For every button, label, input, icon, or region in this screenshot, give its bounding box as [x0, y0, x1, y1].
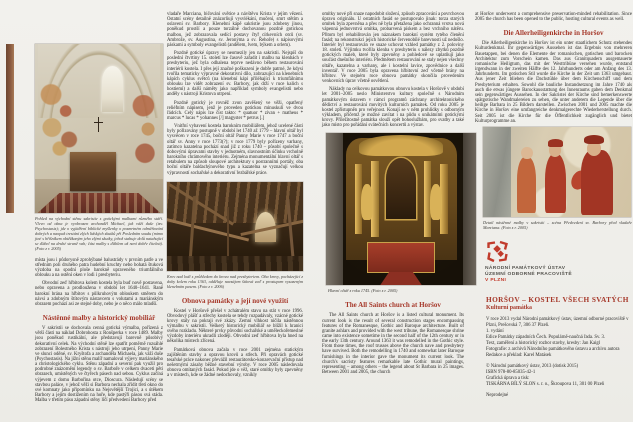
colophon-subtitle: Kulturní památka — [486, 305, 532, 312]
roof-truss-photo — [167, 182, 303, 271]
npu-logo-icon — [485, 240, 510, 263]
paragraph: Pozdně gotické úpravy se neomezily jen na sakristii. Nejspíš do poslední čtvrtiny 15. století lze časově zařadit i malbu na klenbách v presbyteriu, jež byla odhalena teprve nedávno během restaurování interiérů kostela. I přes její značné poškození je dobře patrné, že kdysi tvořila tematicky výpravné dekorativní dílo, zobrazující na klenebních kápích cyklus světců (na klenební kápi přiléhající k triumfálnímu oblouku lze vidět zobrazení sv. Barbory, jak drží v ruce kalich s hostiemi) a další náměty jako například symboly evangelistů nebo anděly s nástroji Kristova utrpení. — [167, 51, 303, 98]
colophon-line: Redakce a překlad: Karel Matásek — [486, 352, 552, 358]
section-heading-restoration: Obnova památky a její nové využití — [181, 296, 289, 305]
npu-logo-line3: V PLZNI — [485, 277, 507, 283]
colophon-line: Text, zaměření a historický rozbor stavby, kresby: Jan Kaigl — [486, 341, 601, 347]
colophon-line: Grafická úprava a tisk: — [486, 375, 530, 381]
altar-antependium — [368, 243, 434, 272]
crucifix-icon — [98, 117, 100, 132]
paragraph: Pozdně gotický je rovněž zvon zavěšený ve věži, opatřený reliéfním nápisem, jenž je proveden gotickou minuskulí ve dvou řádcích. Celý nápis lze číst takto: * quatuor * zivan + matheus * marcus * lucas * yohannes [/] magyster * petrus [.] — [167, 100, 303, 121]
colophon-line: V roce 2013 vydal Národní památkový ústav, územní odborné pracoviště v Plzni, Prešovská 7, 306 37 Plzeň. — [486, 317, 629, 329]
paragraph: omítky nové při snaze napodobit složení, způsob zpracování a povrchovou úpravu originálu. U ostatních fasád se postupovalo jinak: torza starých omítek byla zpevněna a přes ně byla přetažena jako ochranná vrstva nová vápenná jednovrstvá omítka, probarvená pískem a bez vrchního nátěru. Přitom byl rehabilitován jen náznakem barokní systém rytého členění fasád; na rekonstrukci jejich historické červenobílé barevnosti už nedošlo. Interiér byl restaurován ve snaze uchovat vzhled památky z 2. poloviny 18. století. Výjimku tvořila klenba v presbyteriu s nálezy zbytků pozdně gotických maleb, které byly zpevněny a pohledově se uplatňují jako součást dnešního interiéru. Předmětem restaurování se staly nejen všechny oltáře, kazatelna a varhany, ale i kostelní lavice, zpovědnice a další inventář. V roce 2005 byla opravena hřbitovní zeď včetně brány na hřbitov. Ve stejném roce obnova památky skončila provedením venkovních úprav včetně osvětlení. — [322, 12, 464, 85]
post — [227, 207, 230, 260]
paragraph: Kostel v Horšově přešel v zchátralém stavu na stát v roce 1996. Obvodový plášť a střechy kostela se tehdy rozpadávaly, vzácné gotické krovy stály na pokraji své zkázy. Zemní vlhkost ničila nástěnnou výmalbu v sakristii. Veškerý historický mobiliář se blížil k hranici svého rozkladu. Některé prvky původní sochařské a uměleckořemeslné výzdoby interiéru ukradli zloději. Obvodní zeď hřbitova byla hned na několika místech zřícená. — [167, 308, 303, 345]
paragraph: Památková obnova začala v roce 2001 zejména statickým zajištěním stavby a opravou krovů a střech. Při opravách gotické tesařské práce nakonec převážil restaurátorsko-konzervační přístup nad nešetrnými zásahy běžné stavební výroby. V roce 2005 následovala obnova omítaných fasád. Pokud jde o věž, staré omítky byly zpevněny a v místech, kde se žádné nedochovaly, vznikly — [167, 347, 303, 379]
colophon-title: HORŠOV – KOSTEL VŠECH SVATÝCH — [486, 294, 629, 304]
stone-pillar — [483, 127, 511, 217]
column-3 — [322, 0, 464, 375]
wooden-chest — [70, 152, 116, 191]
photo-caption: Krov nad lodí s průhledem do krovu nad presbyteriem. Oba krovy, pocházející z doby kolem roku 1363, odděluje navzájem štítová zeď s prostupem vysazeným klenebním pasem. (Foto z r. 2006) — [167, 273, 303, 289]
npu-logo-block — [485, 240, 632, 284]
colophon-line: 1. vydání — [486, 329, 504, 335]
paragraph: Vnitřní vybavení kostela barokním mobiliářem, jehož ucelené části byly pořizovány postupně v období let 1740 až 1779 – hlavní oltář byl vysvěcen v roce 1745, boční oltář Panny Marie v roce 1747 a boční oltář sv. Anny v roce 1773(?); v roce 1779 byly pořízeny varhany, zatímco kazatelna pochází snad již z roku 1740 – působí společně s dobovými úpravami stavby v jednotném, slavnostním účinku vrcholně barokního chrámového interiéru. Zejména monumentální hlavní oltář s retabulem na způsob sloupové architektury s postranními portály, oba boční oltáře baldachýnového typu a kazatelna se vyznačují velkou výpravností sochařské a dekorativní řezbářské práce. — [167, 124, 303, 176]
fresco-figure-head — [521, 147, 533, 160]
column-4 — [475, 0, 632, 399]
fresco-detail-photo — [483, 127, 631, 217]
npu-logo-text — [485, 266, 632, 284]
sacristy-east-wall-photo — [35, 44, 163, 213]
photo-caption: Hlavní oltář z roku 1745. (Foto z r. 2005) — [328, 288, 398, 294]
attic-floor — [167, 256, 303, 270]
paragraph: V sakristii se dochovala cenná gotická výmalba, pořízená z větší části na náklad Dobrohosta z Ronšperka v roce 1489. Malby jsou poněkud rustikální, ale představují barevně působivý dekorativní celek. Na východní stěně lze spatřit poměrně rozsáhlé zobrazení Bolestného Krista s nástroji jeho utrpení, Panny Marie ve slunci oděné, sv. Kryštofa a archanděla Michaela, jak váží duše (Psychostasis). Na jižní stěnu malíř namaloval výjevy mariánského a christologického cyklu. Stěnu západní a severní pak využil pro podrobné znázornění legendy o sv. Barboře v celkem dvaceti pěti obrazech, umístěných ve čtyřech pásech nad sebou. Cyklus začíná výjevem z domu Barbořina otce, Dioscura. Následují scény se stavbou paláce, v jehož věži si Barbora nechala zřídit třetí okno do své komnaty jako připomínku na Nejsvětější Trojici, a s útěkem Barbory a jejím dostižením na hoře, kde pastýři pásou svá stáda. Malba v třetím pásu západní stěny líčí předvedení Barbory před — [35, 326, 163, 404]
column-1 — [35, 0, 163, 403]
main-altar-photo — [326, 133, 476, 285]
npu-logo-line1: NÁRODNÍ PAMÁTKOVÝ ÚSTAV — [485, 265, 566, 271]
paragraph: vladaře Marciana, bičování světice a návštěvu Krista v jejím vězení. Ostatní scény detailně znázorňují vysvlékání, mučení, smrt stětím a oslavení sv. Barbory. Klenební kápě sakristie jsou zdobeny jinou, poněkud prostší a pouze torzálně dochovanou pozdně gotickou malbou, jež zobrazovala sedící postavy čtyř církevních otců (sv. Ambrože, sv. Augustina, sv. Jeronýma a sv. Řehoře) s nápisovými páskami a symboly evangelistů (andělem, lvem, býkem a orlem). — [167, 12, 303, 48]
rafters — [167, 182, 303, 223]
section-heading-murals: Nástěnné malby a historický mobiliář — [42, 314, 156, 323]
section-heading-german: Die Allerheiligenkirche in Horšov — [503, 29, 604, 38]
section-heading-english: The All Saints church at Horšov — [345, 301, 441, 310]
npu-logo-line2: ÚZEMNÍ ODBORNÉ PRACOVIŠTĚ — [485, 271, 573, 277]
fresco-figure-hat — [584, 135, 605, 144]
fresco-figure — [517, 157, 536, 213]
column-2 — [167, 0, 303, 379]
crucifix-crossbar — [94, 122, 103, 124]
photo-caption: Pohled na východní stěnu sakristie s gotickými malbami různého stáří. Vlevo od okna je vyobrazen archanděl Michael, jak váží duše (tzv. Psychostasis); jde o vyjádření biblické myšlenky o posmrtném odměňování dobrých a naopak trestání zlých lidských skutků při Posledním soudu (mimo jiné s hříšníkem obtěžkaným jeho zlými skutky, jehož stahuje dolů natahující se ďábel na druhé straně vah; část malby s ďáblem už není dobře čitelná). (Foto z r. 2005) — [35, 216, 163, 251]
paragraph: Náklady na celkovou památkovou obnovu kostela v Horšově v období let 2001–2005 neslo Ministerstvo kultury společně s Národním památkovým ústavem v rámci programů záchrany architektonického dědictví a restaurování movitých kulturních památek. Od roku 2005 je kostel zpřístupněn pro veřejnost. Konají se v něm prohlídky s odborným výkladem, přičemž je možné zavítat i na půdu s unikátními gotickými krovy. Příležitostně památka slouží opět bohoslužbám, pro svatby a také jako místo pro pořádání svátečních koncertů a výstav. — [322, 87, 464, 129]
fresco-figure — [545, 154, 566, 213]
colophon-line: Edice Památky západních Čech. Populárně-naučná řada. Sv. 3. — [486, 335, 606, 341]
wall-right — [463, 133, 477, 285]
photo-caption: Detail nástěnné malby v sakristii – scéna Předvedení sv. Barbory před vladaře Marciana. (Foto z r. 2005) — [483, 219, 632, 230]
wall-left — [326, 133, 343, 285]
fresco-patch-right — [131, 95, 162, 166]
colophon — [486, 296, 632, 399]
colophon-line: TISKÁRNA BÍLÝ SLON s. r. o., Škroupova 11, 301 00 Plzeň — [486, 381, 605, 387]
altar-statue — [361, 184, 373, 220]
colophon-line: Fotografie: z archivů Národního památkového ústavu a archivu autora — [486, 346, 620, 352]
altar-statue — [430, 184, 442, 220]
paragraph: Obvodní zeď hřbitova kolem kostela byla buď nově postavena, nebo opravena a prodloužena v období let 1640–1641. Raně barokní brána na hřbitov s půlkruhovým obloukem směrem do návsi a zdobným štítovým nástavcem s volutami a mariánským obrazem pochází asi ze stejné doby, nebo je o něco málo mladší. — [35, 281, 163, 307]
red-carpet — [380, 272, 422, 286]
paragraph: Die Allerheiligenkirche in Horšov ist ein unter staatlichem Schutz stehendes Kulturdenkmal. Ihr gegenwärtiges Aussehen ist das Ergebnis von mehreren Bauetappen, bei denen die Elemente der romanischen, gotischen und barocken Architektur zum Vorschein kamen. Das aus Granitquadern ausgemauerte romanische Heiligtum, das mit der Westtribüne versehen wurde, entstand irgendwann in der zweiten Hälfte des 12. Jahrhunderts oder am Anfang des 13. Jahrhunderts. Im gotischen Stil wurde die Kirche in der Zeit um 1363 umgebaut. Aus jener Zeit blieben die Dachstühle über dem Kirchenschiff und dem Presbyterium erhalten. Sowohl die bauliche Instandsetzung im Jahre 1740 als auch die etwas jüngere Barockausstattung des Innenraums gaben dem Denkmal sein gegenwärtiges Aussehen. In der Sakristei der Kirche sind bemerkenswerte spätgotische Wandmalereien zu sehen, die unter anderem die Legende über die heilige Barbara in 25 Bildern darstellen. Zwischen 2001 und 2005 machte die Kirche in Horšov eine umfangreiche denkmalgerechte Wiederherstellung durch. Seit 2005 ist die Kirche für die Öffentlichkeit zugänglich und bietet Kulturprogramme an. — [475, 41, 632, 124]
colophon-line: ISBN 978-80-85035-42-1 — [486, 369, 536, 375]
fresco-figure — [581, 150, 614, 215]
fresco-figure-hat — [548, 139, 563, 146]
paragraph: místa jsou i půdorysně zprohýbané balustrády v prvním patře a ve středním poli druhého patra hudební kruchty nebo bohatá štuková výzdoba na spodní ploše barokně upraveného triumfálního oblouku a na ostění oken v lodi i presbyteriu. — [35, 257, 163, 279]
page-fold-strip — [6, 44, 14, 213]
altar-crown — [359, 135, 443, 156]
paragraph: at Horšov underwent a comprehensive preservation-minded rehabilitation. Since 2005 the church has been opened to the public, hosting cultural events as well. — [475, 12, 632, 23]
sacristy-window — [102, 66, 124, 112]
paragraph: The All Saints church at Horšov is a listed cultural monument. Its current look is the result of several construction stages encompassing features of the Romanesque, Gothic and Baroque architecture. Built of granite ashlars and provided with the west tribune, the Romanesque shrine came into existence sometime in the second half of the 12th century or in the early 13th century. Around 1363 it was remodelled in the Gothic style. From those times, the roof trusses above the church nave and presbytery have survived. Both the remodelling in 1740 and somewhat later Baroque furnishings in the interior gave the monument its current look. The church's sacristy features remarkable late Gothic mural paintings, representing – among others – the legend about St Barbara in 25 images. Between 2001 and 2005, the church — [322, 313, 464, 376]
fresco-patch-left — [39, 81, 83, 155]
colophon-line: © Národní památkový ústav, 2013 (dotisk 2015) — [486, 363, 579, 369]
altar-niche — [386, 158, 416, 219]
colophon-note: Neprodejné — [486, 392, 509, 398]
